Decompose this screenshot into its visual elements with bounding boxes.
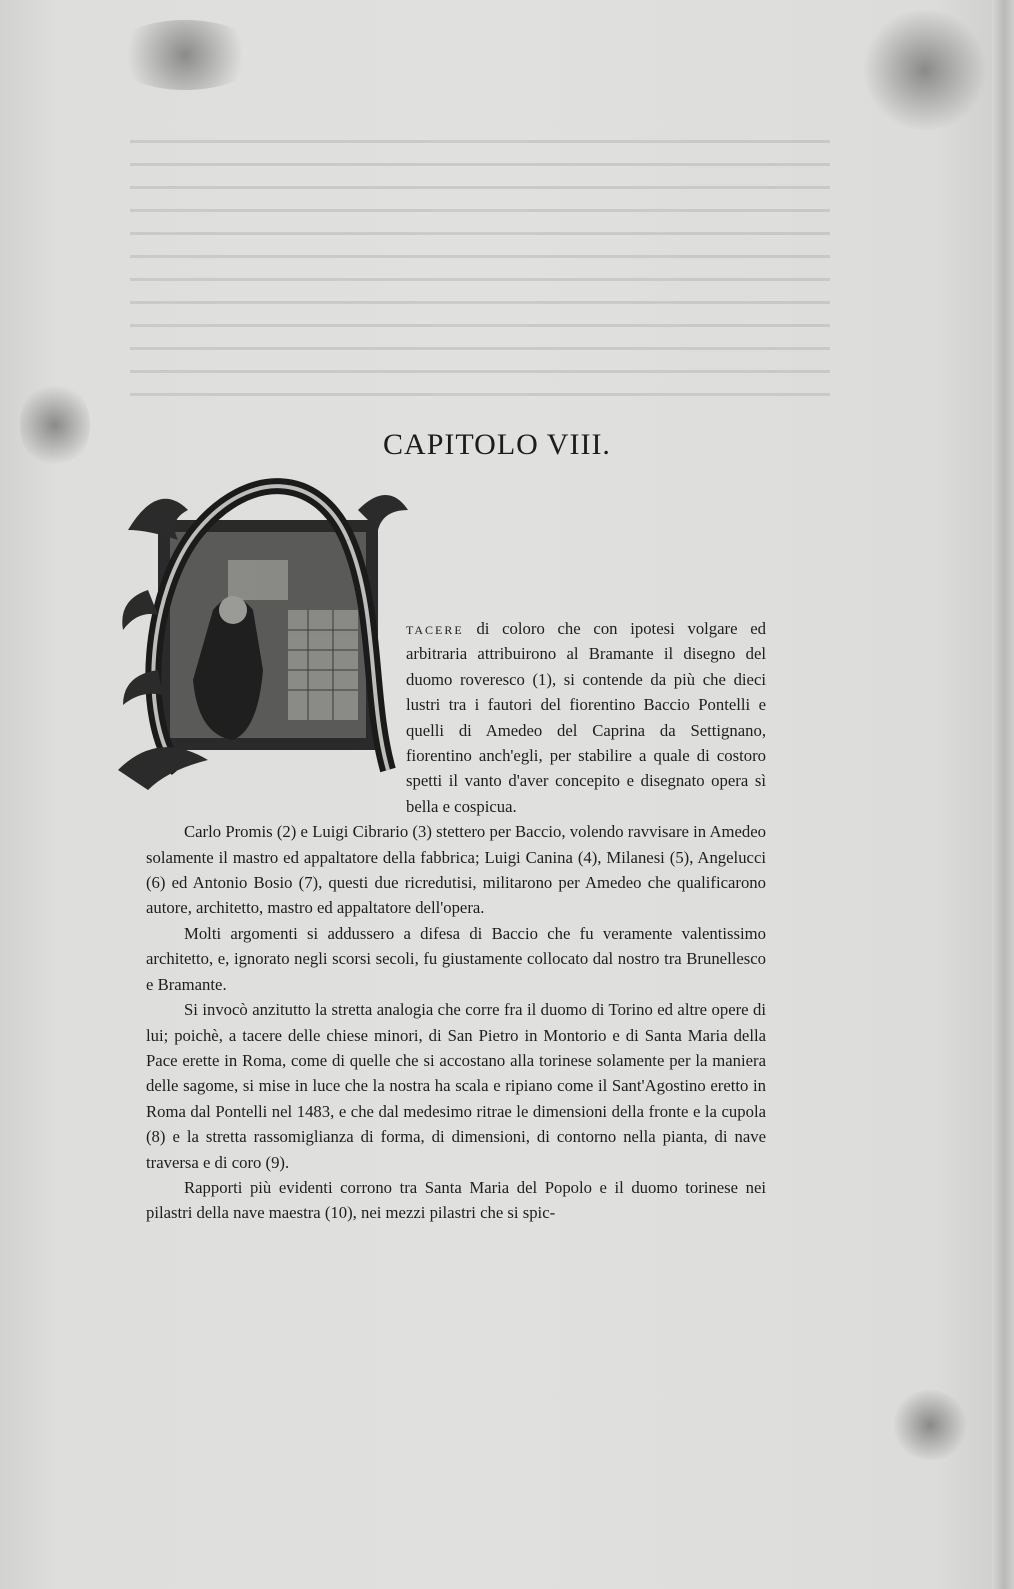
stain-bottom-right <box>890 1390 970 1460</box>
paragraph-2: Carlo Promis (2) e Luigi Cibrario (3) stettero per Baccio, volendo ravvisare in Amedeo solamente il mastro ed appaltatore della fabbrica; Luigi Canina (4), Milanesi (5), Angelucci (6) ed Antonio Bosio (7), questi due ricredutisi, militarono per Amedeo che qualificarono autore, architetto, mastro ed appaltatore dell'opera. <box>146 822 766 918</box>
page-edge-shadow <box>992 0 1014 1589</box>
paragraph-4: Si invocò anzitutto la stretta analogia che corre fra il duomo di Torino ed altre opere di lui; poichè, a tacere delle chiese minori, di San Pietro in Montorio e di Santa Maria della Pace erette in Roma, come di quelle che si accostano alla torinese solamente per la maniera delle sagome, si mise in luce che la nostra ha scala e ripiano come il Sant'Agostino eretto in Roma dal Pontelli nel 1483, e che dal medesimo ritrae le dimensioni della fronte e la cupola (8) e la stretta rassomiglianza di forma, di dimensioni, di contorno nella pianta, di nave traversa e di coro (9). <box>146 1000 766 1172</box>
stain-top-left <box>110 20 260 90</box>
chapter-title: CAPITOLO VIII. <box>383 428 611 461</box>
paragraph-1 <box>146 616 766 819</box>
first-word: tacere <box>406 619 464 638</box>
stain-top-right <box>860 10 990 130</box>
paragraph-1-text: di coloro che con ipotesi volgare ed arbitraria attribuirono al Bramante il disegno del duomo roveresco (1), si contende da più che dieci lustri tra i fautori del fiorentino Baccio Pontelli e quelli di Amedeo del Caprina da Settignano, fiorentino anch'egli, per stabilire a quale di costoro spetti il vanto d'aver concepito e disegnato opera sì bella e cospicua. <box>406 619 766 816</box>
bleed-through-text <box>130 120 830 450</box>
paragraph-3: Molti argomenti si addussero a difesa di Baccio che fu veramente valentissimo architetto, e, ignorato negli scorsi secoli, fu giustamente collocato dal nostro tra Brunellesco e Bramante. <box>146 923 766 994</box>
body-text <box>146 616 766 1226</box>
paragraph-5: Rapporti più evidenti corrono tra Santa Maria del Popolo e il duomo torinese nei pilastri della nave maestra (10), nei mezzi pilastri che si spic- <box>146 1177 766 1223</box>
